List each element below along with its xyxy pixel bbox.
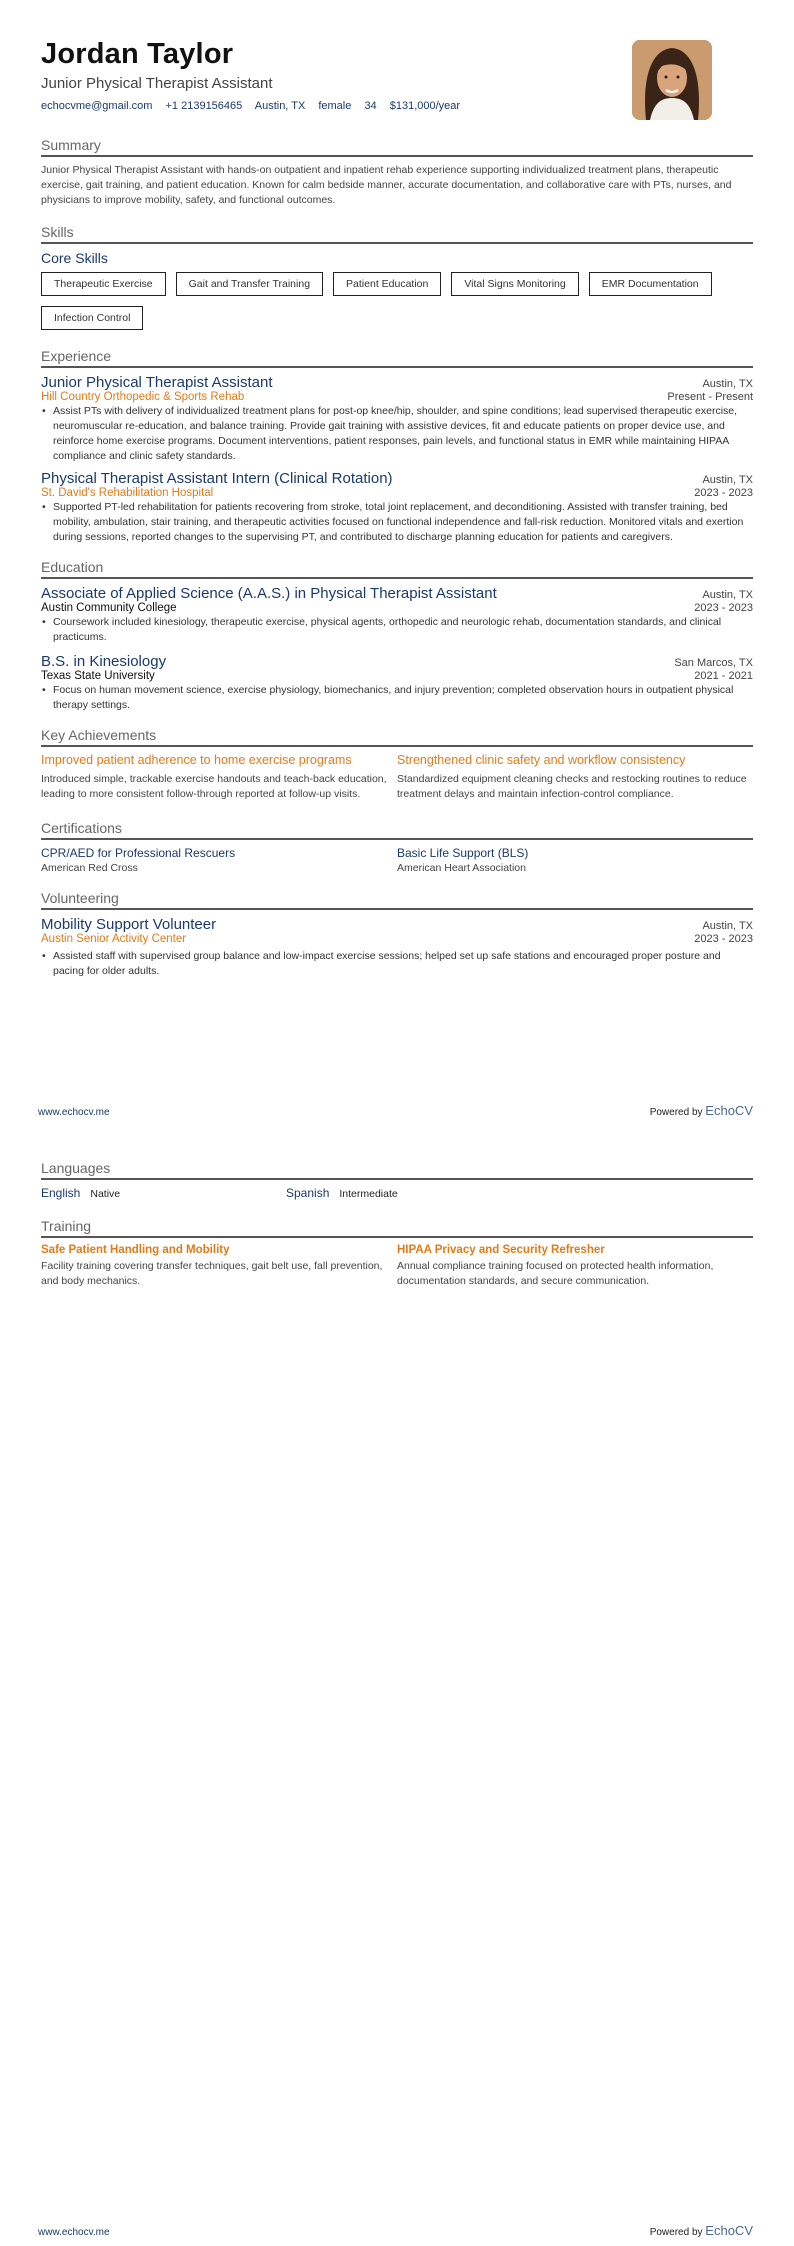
profile-photo-image bbox=[632, 40, 712, 120]
job-dates: Present - Present bbox=[667, 391, 753, 403]
salary-text: $131,000/year bbox=[389, 100, 461, 112]
achievement-title: Strengthened clinic safety and workflow consistency bbox=[397, 753, 686, 767]
school-name: Austin Community College bbox=[41, 602, 177, 614]
degree-title: Associate of Applied Science (A.A.S.) in Physical Therapist Assistant bbox=[41, 585, 497, 602]
profile-photo bbox=[632, 40, 712, 120]
website-link[interactable]: www.echocv.me bbox=[38, 1107, 110, 1118]
languages-section bbox=[41, 1160, 753, 1200]
education-heading: Education bbox=[41, 559, 753, 579]
training-title: HIPAA Privacy and Security Refresher bbox=[397, 1244, 605, 1256]
achievement-text: Standardized equipment cleaning checks and restocking routines to reduce treatment delays and maintain infection-control compliance. bbox=[397, 773, 747, 800]
job-dates: 2023 - 2023 bbox=[694, 487, 753, 499]
education-dates: 2021 - 2021 bbox=[694, 670, 753, 682]
employer-name: Hill Country Orthopedic & Sports Rehab bbox=[41, 391, 245, 403]
job-description: • Supported PT-led rehabilitation for patients recovering from stroke, total joint replacement, and deconditioning. Assisted with transfer training, bed mobility, ambulation, stair training, and therapeutic activities focused on functional independence and fall-risk reduction. Monitored vitals and exertion during sessions, reported changes to the supervising PT, and contributed to discharge planning education for patients and caregivers. bbox=[41, 500, 753, 545]
language-name: Spanish bbox=[286, 1186, 330, 1200]
employer-name: St. David's Rehabilitation Hospital bbox=[41, 487, 214, 499]
skills-heading: Skills bbox=[41, 224, 753, 244]
job-description: • Assist PTs with delivery of individualized treatment plans for post-op knee/hip, shoulder, and spine conditions; lead supervised therapeutic exercise, neuromuscular re-education, and balance training. Provide gait training with assistive devices, fit and educate patients on proper device use, and reinforce home exercise programs. Document interventions, patient responses, pain levels, and functional status in EMR while maintaining HIPAA compliance and clinic safety standards. bbox=[41, 404, 753, 464]
education-entry bbox=[41, 585, 753, 645]
language-level: Intermediate bbox=[339, 1188, 398, 1200]
training-heading: Training bbox=[41, 1218, 753, 1238]
school-location: San Marcos, TX bbox=[674, 657, 753, 669]
volunteering-heading: Volunteering bbox=[41, 890, 753, 910]
skill-chip: Infection Control bbox=[41, 306, 143, 330]
summary-heading: Summary bbox=[41, 137, 753, 157]
skill-chip: Gait and Transfer Training bbox=[176, 272, 323, 296]
volunteer-description: • Assisted staff with supervised group balance and low-impact exercise sessions; helped set up safe stations and encouraged proper posture and pacing for older adults. bbox=[41, 949, 753, 979]
brand-logo[interactable]: EchoCV bbox=[705, 1103, 753, 1118]
certification-title: Basic Life Support (BLS) bbox=[397, 846, 529, 860]
skills-section bbox=[41, 224, 753, 340]
training-title: Safe Patient Handling and Mobility bbox=[41, 1244, 230, 1256]
job-location: Austin, TX bbox=[702, 474, 753, 486]
website-link[interactable]: www.echocv.me bbox=[38, 2227, 110, 2238]
languages-list bbox=[41, 1186, 753, 1200]
summary-section bbox=[41, 137, 753, 208]
experience-heading: Experience bbox=[41, 348, 753, 368]
resume-page-2 bbox=[0, 1140, 794, 2246]
volunteering-entry bbox=[41, 916, 753, 979]
brand-logo[interactable]: EchoCV bbox=[705, 2223, 753, 2238]
education-description: • Coursework included kinesiology, therapeutic exercise, physical agents, orthopedic and neurologic rehab, documentation standards, and clinical practicums. bbox=[41, 615, 753, 645]
degree-title: B.S. in Kinesiology bbox=[41, 653, 167, 670]
summary-text: Junior Physical Therapist Assistant with hands-on outpatient and inpatient rehab experience supporting individualized treatment plans, therapeutic exercise, gait training, and patient education. Known for calm bedside manner, accurate documentation, and collaborative care with PTs, nurses, and physicians to improve mobility, safety, and functional outcomes. bbox=[41, 164, 732, 206]
skill-chip: Patient Education bbox=[333, 272, 441, 296]
powered-by bbox=[650, 2223, 753, 2238]
training-section bbox=[41, 1218, 753, 1289]
achievement-title: Improved patient adherence to home exercise programs bbox=[41, 753, 352, 767]
volunteer-location: Austin, TX bbox=[702, 920, 753, 932]
powered-by-label: Powered by bbox=[649, 2227, 703, 2238]
job-location: Austin, TX bbox=[702, 378, 753, 390]
job-title: Junior Physical Therapist Assistant bbox=[41, 374, 273, 391]
skill-chip: Vital Signs Monitoring bbox=[451, 272, 578, 296]
candidate-role: Junior Physical Therapist Assistant bbox=[41, 75, 273, 92]
achievement-item bbox=[41, 753, 397, 802]
achievement-item bbox=[397, 753, 753, 802]
age-text: 34 bbox=[364, 100, 377, 112]
certification-issuer: American Heart Association bbox=[397, 862, 526, 874]
training-text: Facility training covering transfer techniques, gait belt use, fall prevention, and body mechanics. bbox=[41, 1260, 383, 1287]
experience-entry bbox=[41, 374, 753, 464]
volunteering-section bbox=[41, 890, 753, 979]
phone-text: +1 2139156465 bbox=[165, 100, 243, 112]
certification-item bbox=[397, 846, 753, 874]
language-level: Native bbox=[90, 1188, 121, 1200]
certification-title: CPR/AED for Professional Rescuers bbox=[41, 846, 236, 860]
page-footer bbox=[38, 1103, 753, 1118]
education-dates: 2023 - 2023 bbox=[694, 602, 753, 614]
gender-text: female bbox=[318, 100, 352, 112]
languages-heading: Languages bbox=[41, 1160, 753, 1180]
language-item bbox=[41, 1186, 286, 1200]
school-name: Texas State University bbox=[41, 670, 155, 682]
candidate-name: Jordan Taylor bbox=[41, 38, 234, 70]
email-link[interactable]: echocvme@gmail.com bbox=[41, 100, 153, 112]
volunteer-role: Mobility Support Volunteer bbox=[41, 916, 217, 933]
achievements-heading: Key Achievements bbox=[41, 727, 753, 747]
training-item bbox=[41, 1244, 397, 1289]
job-title: Physical Therapist Assistant Intern (Clinical Rotation) bbox=[41, 470, 393, 487]
experience-section bbox=[41, 348, 753, 545]
achievement-text: Introduced simple, trackable exercise handouts and teach-back education, leading to more consistent follow-through reported at follow-up visits. bbox=[41, 773, 387, 800]
achievements-section bbox=[41, 727, 753, 802]
skill-chip: Therapeutic Exercise bbox=[41, 272, 166, 296]
experience-entry bbox=[41, 470, 753, 545]
training-item bbox=[397, 1244, 753, 1289]
core-skills-heading: Core Skills bbox=[41, 250, 108, 266]
school-location: Austin, TX bbox=[702, 589, 753, 601]
skills-list bbox=[41, 272, 753, 340]
education-section bbox=[41, 559, 753, 713]
resume-header bbox=[41, 0, 753, 125]
certifications-section bbox=[41, 820, 753, 874]
powered-by-label: Powered by bbox=[649, 1107, 703, 1118]
certification-issuer: American Red Cross bbox=[41, 862, 138, 874]
training-text: Annual compliance training focused on protected health information, documentation standards, and secure communication. bbox=[397, 1260, 714, 1287]
page-footer bbox=[38, 2223, 753, 2238]
volunteer-org: Austin Senior Activity Center bbox=[41, 933, 187, 945]
certification-item bbox=[41, 846, 397, 874]
language-name: English bbox=[41, 1186, 81, 1200]
language-item bbox=[286, 1186, 531, 1200]
education-entry bbox=[41, 653, 753, 713]
powered-by bbox=[650, 1103, 753, 1118]
certifications-heading: Certifications bbox=[41, 820, 753, 840]
volunteer-dates: 2023 - 2023 bbox=[694, 933, 753, 945]
education-description: • Focus on human movement science, exercise physiology, biomechanics, and injury prevention; completed observation hours in outpatient physical therapy settings. bbox=[41, 683, 753, 713]
location-text: Austin, TX bbox=[254, 100, 306, 112]
skill-chip: EMR Documentation bbox=[589, 272, 712, 296]
